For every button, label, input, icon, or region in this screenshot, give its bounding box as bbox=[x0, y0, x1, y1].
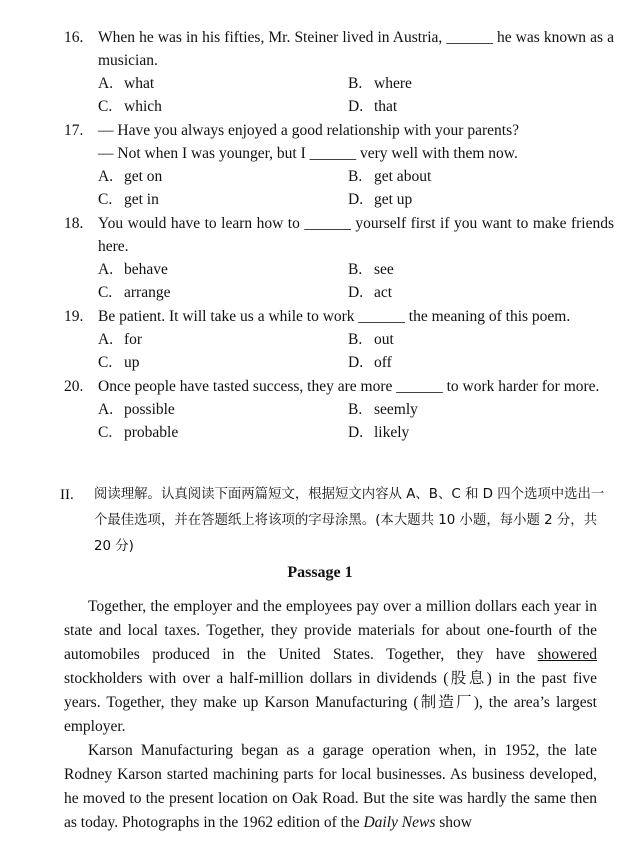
question-text: You would have to learn how to ______ yourself first if you want to make friends here. bbox=[98, 215, 614, 255]
underlined-word: showered bbox=[537, 646, 597, 663]
option-a: A. possible bbox=[98, 401, 175, 418]
section-instructions bbox=[60, 482, 616, 560]
option-b: B. get about bbox=[348, 168, 432, 185]
option-a: A. what bbox=[98, 75, 155, 92]
option-b: B. out bbox=[348, 331, 394, 348]
question-number: 20. bbox=[64, 378, 84, 395]
question-text-line2: — Not when I was younger, but I ______ very well with them now. bbox=[98, 145, 518, 162]
newspaper-title: Daily News bbox=[363, 814, 436, 831]
option-c: C. up bbox=[98, 354, 140, 371]
options bbox=[98, 328, 614, 374]
option-c: C. which bbox=[98, 98, 162, 115]
question-number: 18. bbox=[64, 215, 84, 232]
option-d: D. get up bbox=[348, 191, 413, 208]
question-16 bbox=[64, 26, 614, 118]
options bbox=[98, 72, 614, 118]
question-number: 16. bbox=[64, 29, 84, 46]
passage-paragraph-2: Karson Manufacturing began as a garage operation when, in 1952, the late Rodney Karson started machining parts for local businesses. As business developed, he moved to the present location on Oak Road. But the site was hardly the same then as today. Photographs in the 1962 edition of the Daily News show bbox=[64, 742, 597, 831]
options bbox=[98, 258, 614, 304]
section-text: 阅读理解。认真阅读下面两篇短文，根据短文内容从 A、B、C 和 D 四个选项中选出一个最佳选项，并在答题纸上将该项的字母涂黑。(本大题共 10 小题，每小题 2 分，共 20 分) bbox=[94, 487, 605, 554]
options bbox=[98, 398, 614, 444]
option-a: A. for bbox=[98, 331, 143, 348]
option-d: D. off bbox=[348, 354, 392, 371]
question-number: 17. bbox=[64, 122, 84, 139]
option-b: B. see bbox=[348, 261, 394, 278]
options bbox=[98, 165, 614, 211]
question-number: 19. bbox=[64, 308, 84, 325]
option-d: D. likely bbox=[348, 424, 410, 441]
question-text-line1: — Have you always enjoyed a good relationship with your parents? bbox=[98, 122, 519, 139]
option-a: A. get on bbox=[98, 168, 163, 185]
option-d: D. that bbox=[348, 98, 398, 115]
question-17 bbox=[64, 119, 614, 211]
section-number: II. bbox=[60, 487, 74, 503]
passage-title: Passage 1 bbox=[287, 564, 353, 581]
option-d: D. act bbox=[348, 284, 393, 301]
option-c: C. get in bbox=[98, 191, 159, 208]
passage-paragraph-1: Together, the employer and the employees pay over a million dollars each year in state and local taxes. Together, they provide materials for about one-fourth of the automobiles produced in the United States. Together, they have showered stockholders with over a half-million dollars in dividends (股息) in the past five years. Together, they make up Karson Manufacturing (制造厂), the area’s largest employer. bbox=[64, 598, 597, 735]
option-b: B. seemly bbox=[348, 401, 418, 418]
question-19 bbox=[64, 305, 614, 374]
question-text: Once people have tasted success, they are more ______ to work harder for more. bbox=[98, 378, 600, 395]
question-20 bbox=[64, 375, 614, 444]
question-18 bbox=[64, 212, 614, 304]
option-b: B. where bbox=[348, 75, 412, 92]
question-text: When he was in his fifties, Mr. Steiner lived in Austria, ______ he was known as a musician. bbox=[98, 29, 614, 69]
option-c: C. probable bbox=[98, 424, 179, 441]
option-c: C. arrange bbox=[98, 284, 171, 301]
option-a: A. behave bbox=[98, 261, 168, 278]
question-text: Be patient. It will take us a while to work ______ the meaning of this poem. bbox=[98, 308, 571, 325]
